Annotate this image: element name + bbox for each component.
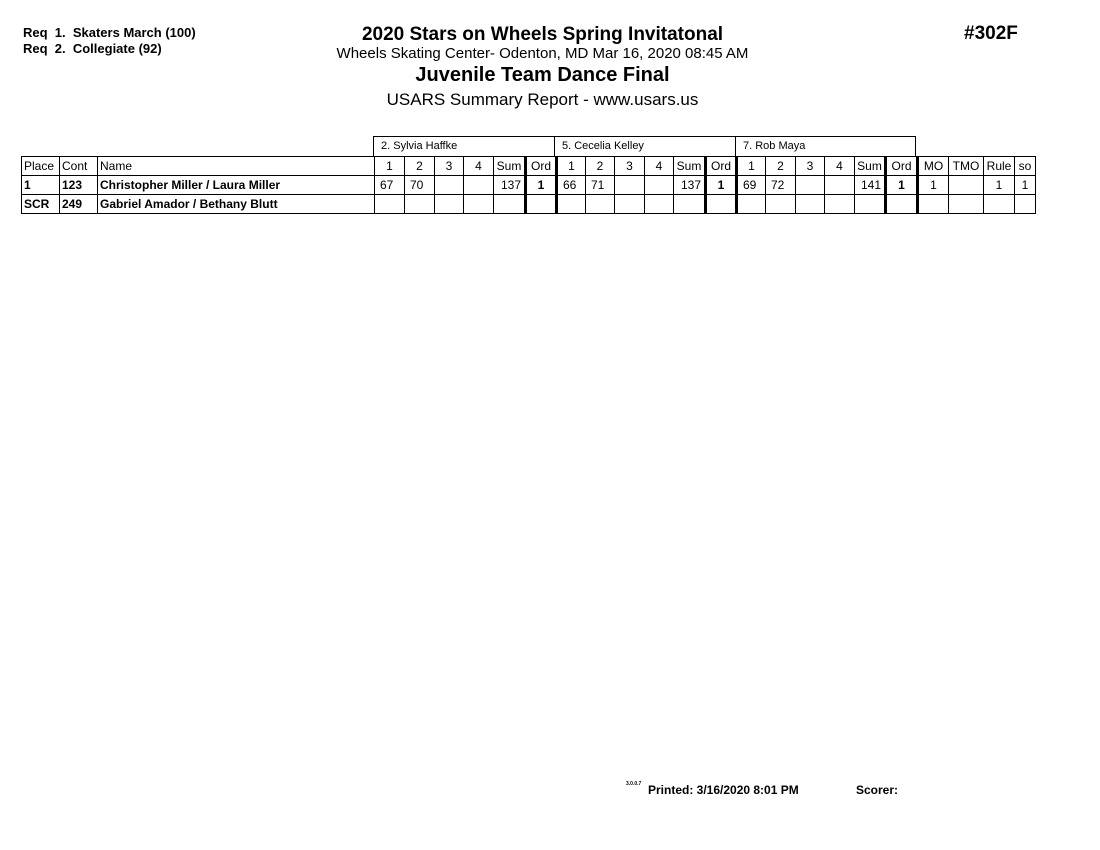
row-rule: 1 (984, 176, 1015, 195)
row-score (557, 195, 586, 214)
row-score (796, 195, 825, 214)
col-j1-d2: 2 (405, 157, 435, 176)
row-cont: 249 (60, 195, 98, 214)
row-place: 1 (22, 176, 60, 195)
col-j1-ord: Ord (526, 157, 557, 176)
row-so: 1 (1015, 176, 1036, 195)
col-j3-d1: 1 (737, 157, 766, 176)
row-cont: 123 (60, 176, 98, 195)
row-score (737, 195, 766, 214)
row-mo: 1 (918, 176, 949, 195)
col-j3-d2: 2 (766, 157, 796, 176)
col-rule: Rule (984, 157, 1015, 176)
row-ord (706, 195, 737, 214)
col-tmo: TMO (949, 157, 984, 176)
row-so (1015, 195, 1036, 214)
row-score (645, 195, 674, 214)
judge-header-1: 2. Sylvia Haffke (373, 136, 555, 156)
row-score (435, 195, 464, 214)
row-ord (526, 195, 557, 214)
col-j3-d3: 3 (796, 157, 825, 176)
row-score: 67 (375, 176, 405, 195)
row-sum (674, 195, 706, 214)
row-rule (984, 195, 1015, 214)
row-score (766, 195, 796, 214)
row-ord: 1 (886, 176, 918, 195)
row-mo (918, 195, 949, 214)
results-table (21, 156, 1036, 214)
row-name: Gabriel Amador / Bethany Blutt (98, 195, 375, 214)
col-j3-sum: Sum (855, 157, 886, 176)
row-sum (855, 195, 886, 214)
requirement-2: Req 2. Collegiate (92) (23, 41, 162, 56)
judge-header-3: 7. Rob Maya (735, 136, 916, 156)
col-j1-d4: 4 (464, 157, 494, 176)
row-score (825, 176, 855, 195)
judge-header-2: 5. Cecelia Kelley (554, 136, 736, 156)
col-j3-d4: 4 (825, 157, 855, 176)
row-score: 69 (737, 176, 766, 195)
row-place: SCR (22, 195, 60, 214)
table-row (22, 195, 1036, 214)
row-score: 72 (766, 176, 796, 195)
event-code: #302F (964, 23, 1018, 44)
printed-timestamp: Printed: 3/16/2020 8:01 PM (648, 783, 799, 797)
col-j2-sum: Sum (674, 157, 706, 176)
col-so: so (1015, 157, 1036, 176)
venue-date: Wheels Skating Center- Odenton, MD Mar 16, 2020 08:45 AM (336, 45, 749, 62)
col-j1-sum: Sum (494, 157, 526, 176)
row-ord: 1 (706, 176, 737, 195)
row-score (796, 176, 825, 195)
col-name: Name (98, 157, 375, 176)
col-j1-d1: 1 (375, 157, 405, 176)
row-sum: 137 (494, 176, 526, 195)
row-score (464, 195, 494, 214)
col-place: Place (22, 157, 60, 176)
col-mo: MO (918, 157, 949, 176)
row-sum: 141 (855, 176, 886, 195)
row-score (586, 195, 615, 214)
row-score: 71 (586, 176, 615, 195)
column-header-row (22, 157, 1036, 176)
row-score (435, 176, 464, 195)
table-row (22, 176, 1036, 195)
row-sum (494, 195, 526, 214)
row-tmo (949, 195, 984, 214)
scorer-label: Scorer: (856, 783, 899, 797)
row-ord: 1 (526, 176, 557, 195)
requirement-1: Req 1. Skaters March (100) (23, 25, 196, 40)
software-version: 3.0.0.7 (626, 781, 642, 787)
col-cont: Cont (60, 157, 98, 176)
event-name: Juvenile Team Dance Final (415, 64, 670, 86)
row-score (615, 195, 645, 214)
row-score (405, 195, 435, 214)
row-score (615, 176, 645, 195)
col-j2-ord: Ord (706, 157, 737, 176)
col-j2-d1: 1 (557, 157, 586, 176)
row-score: 70 (405, 176, 435, 195)
row-ord (886, 195, 918, 214)
col-j2-d2: 2 (586, 157, 615, 176)
row-score (375, 195, 405, 214)
row-tmo (949, 176, 984, 195)
row-sum: 137 (674, 176, 706, 195)
row-score: 66 (557, 176, 586, 195)
row-score (464, 176, 494, 195)
col-j3-ord: Ord (886, 157, 918, 176)
competition-title: 2020 Stars on Wheels Spring Invitatonal (361, 24, 724, 45)
col-j2-d3: 3 (615, 157, 645, 176)
report-subtitle: USARS Summary Report - www.usars.us (386, 90, 699, 109)
row-score (825, 195, 855, 214)
col-j2-d4: 4 (645, 157, 674, 176)
row-name: Christopher Miller / Laura Miller (98, 176, 375, 195)
col-j1-d3: 3 (435, 157, 464, 176)
row-score (645, 176, 674, 195)
